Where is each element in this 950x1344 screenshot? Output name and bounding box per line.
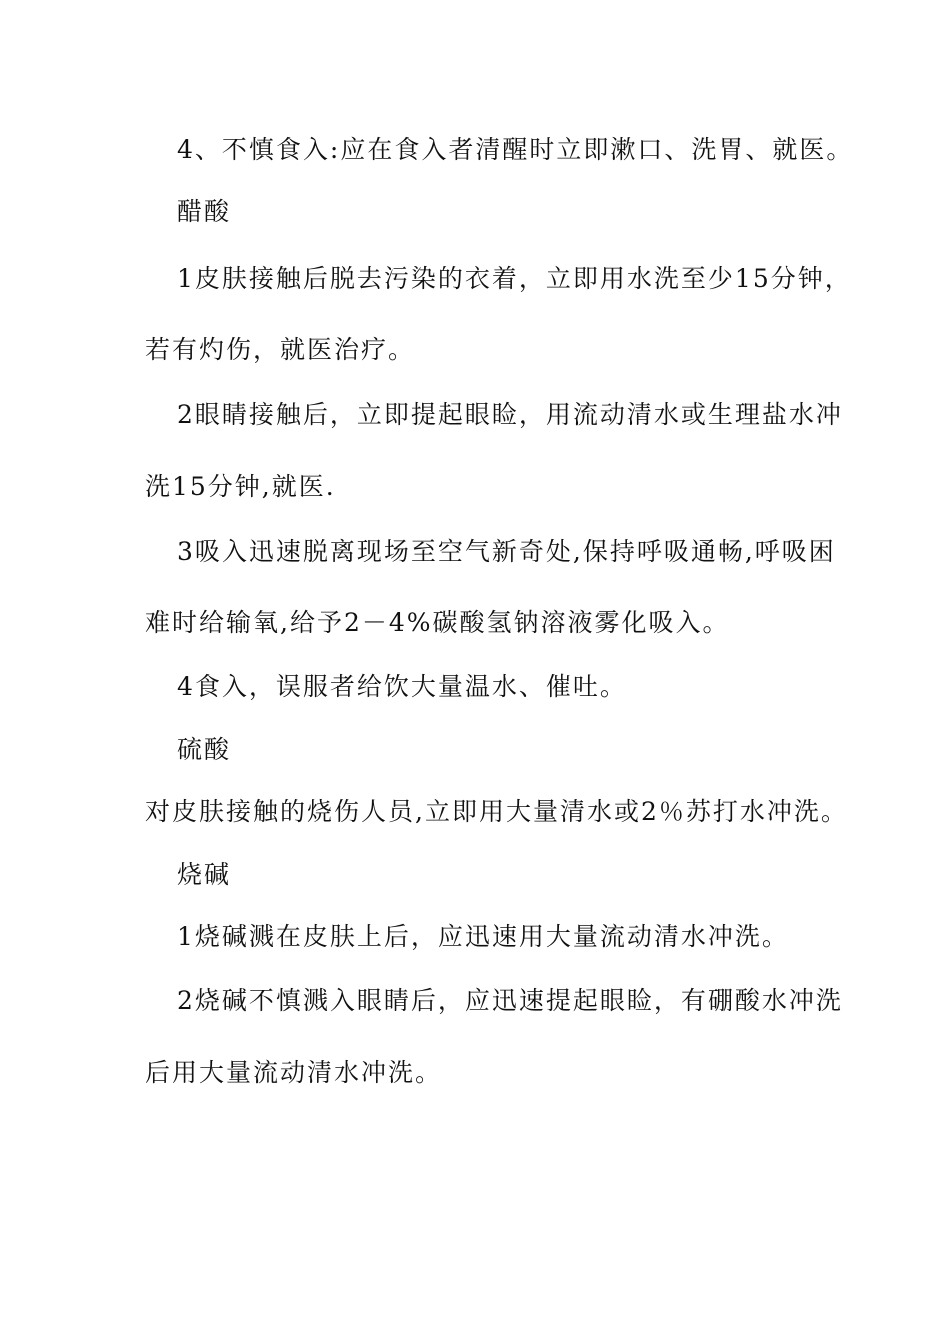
paragraph-inhalation-line-1: 3吸入迅速脱离现场至空气新奇处,保持呼吸通畅,呼吸困: [177, 537, 836, 566]
paragraph-sulfuric-skin: 对皮肤接触的烧伤人员,立即用大量清水或2％苏打水冲洗。: [145, 797, 848, 826]
paragraph-caustic-eye-line-2: 后用大量流动清水冲洗。: [145, 1058, 443, 1087]
paragraph-inhalation-line-2: 难时给输氧,给予2－4%碳酸氢钠溶液雾化吸入。: [145, 608, 730, 637]
paragraph-ingestion-line: 4、不慎食入:应在食入者清醒时立即漱口、洗胃、就医。: [177, 135, 854, 164]
paragraph-eye-contact-line-1: 2眼睛接触后，立即提起眼睑，用流动清水或生理盐水冲: [177, 400, 843, 429]
heading-acetic-acid: 醋酸: [177, 197, 232, 226]
paragraph-eye-contact-line-2: 洗15分钟,就医.: [145, 472, 336, 501]
heading-sulfuric-acid: 硫酸: [177, 735, 232, 764]
paragraph-caustic-eye-line-1: 2烧碱不慎溅入眼睛后，应迅速提起眼睑，有硼酸水冲洗: [177, 986, 843, 1015]
paragraph-skin-contact-line-2: 若有灼伤，就医治疗。: [145, 335, 416, 364]
heading-caustic-soda: 烧碱: [177, 860, 232, 889]
paragraph-caustic-skin: 1烧碱溅在皮肤上后，应迅速用大量流动清水冲洗。: [177, 922, 789, 951]
paragraph-skin-contact-line-1: 1皮肤接触后脱去污染的衣着，立即用水洗至少15分钟，: [177, 264, 852, 293]
paragraph-ingestion-acetic: 4食入，误服者给饮大量温水、催吐。: [177, 672, 627, 701]
